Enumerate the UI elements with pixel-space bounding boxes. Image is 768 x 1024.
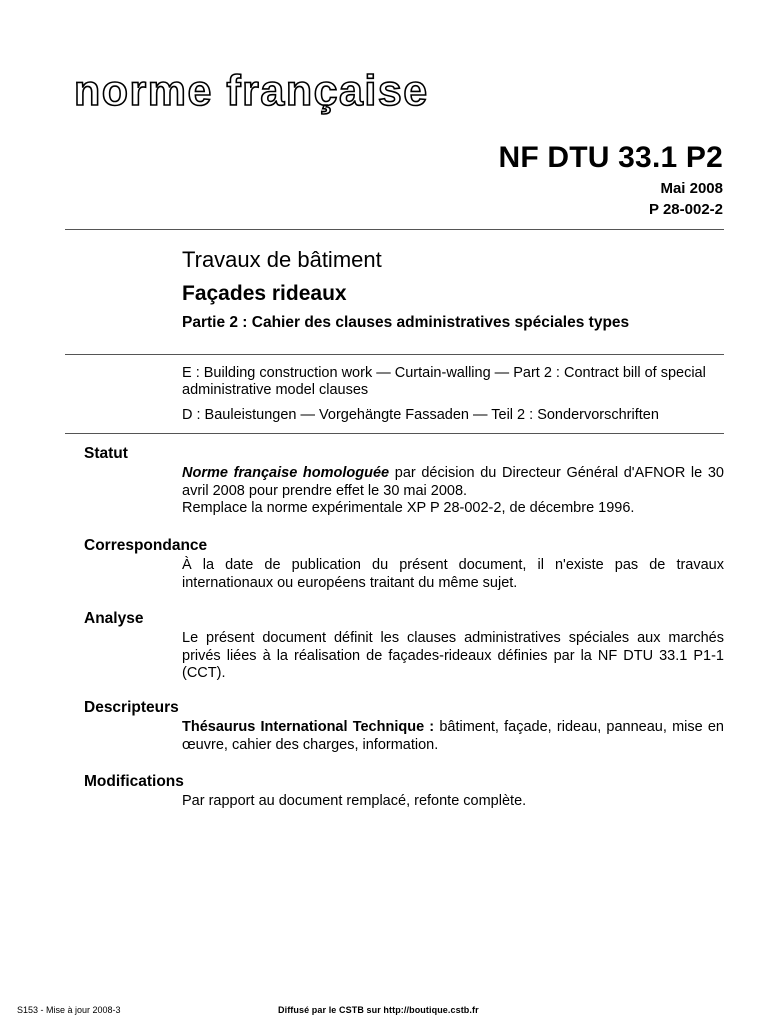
title-category: Travaux de bâtiment bbox=[182, 247, 382, 272]
section-body bbox=[182, 630, 724, 683]
section-heading: Correspondance bbox=[84, 537, 208, 554]
analyse-text: Le présent document définit les clauses administratives spéciales aux marchés privés liées à la réalisation de façades-rideaux définies par la NF DTU 33.1 P1-1 (CCT). bbox=[182, 630, 724, 681]
modifications-text: Par rapport au document remplacé, refonte complète. bbox=[182, 793, 527, 809]
standard-code: NF DTU 33.1 P2 bbox=[498, 141, 723, 174]
brand-title: norme française bbox=[74, 67, 429, 115]
section-statut bbox=[84, 444, 724, 518]
title-part: Partie 2 : Cahier des clauses administratives spéciales types bbox=[182, 314, 630, 331]
section-body bbox=[182, 557, 724, 592]
correspondance-text: À la date de publication du présent document, il n'existe pas de travaux internationaux ou européens traitant du même sujet. bbox=[182, 557, 724, 591]
section-body bbox=[182, 465, 724, 518]
section-modifications bbox=[84, 772, 724, 811]
section-correspondance bbox=[84, 536, 724, 592]
section-body bbox=[182, 719, 724, 754]
english-title: E : Building construction work — Curtain-walling — Part 2 : Contract bill of special administrative model clauses bbox=[182, 365, 706, 398]
translated-titles bbox=[182, 365, 722, 424]
section-body bbox=[182, 793, 724, 811]
homologation-label: Norme française homologuée bbox=[182, 465, 390, 481]
german-title: D : Bauleistungen — Vorgehängte Fassaden — Teil 2 : Sondervorschriften bbox=[182, 407, 659, 423]
replacement-note: Remplace la norme expérimentale XP P 28-002-2, de décembre 1996. bbox=[182, 500, 635, 516]
section-heading: Analyse bbox=[84, 610, 144, 627]
thesaurus-label: Thésaurus International Technique : bbox=[182, 719, 435, 735]
title-main: Façades rideaux bbox=[182, 282, 347, 305]
footer-update-note: S153 - Mise à jour 2008-3 bbox=[17, 1005, 121, 1015]
section-descripteurs bbox=[84, 698, 724, 754]
section-heading: Modifications bbox=[84, 773, 184, 790]
publication-date: Mai 2008 bbox=[660, 180, 723, 197]
section-heading: Statut bbox=[84, 445, 128, 462]
divider bbox=[65, 433, 724, 434]
homologation-text: par décision du Directeur Général d'AFNOR le 30 avril 2008 pour prendre effet le 30 mai 2008. bbox=[182, 465, 725, 499]
section-heading: Descripteurs bbox=[84, 699, 179, 716]
standard-info bbox=[498, 140, 723, 220]
divider bbox=[65, 354, 724, 355]
divider bbox=[65, 229, 724, 230]
section-analyse bbox=[84, 609, 724, 683]
document-title bbox=[182, 247, 722, 333]
descriptor-list: bâtiment, façade, rideau, panneau, mise en œuvre, cahier des charges, information. bbox=[182, 719, 724, 753]
classification-reference: P 28-002-2 bbox=[649, 201, 723, 218]
footer-distribution-note: Diffusé par le CSTB sur http://boutique.cstb.fr bbox=[278, 1005, 479, 1015]
